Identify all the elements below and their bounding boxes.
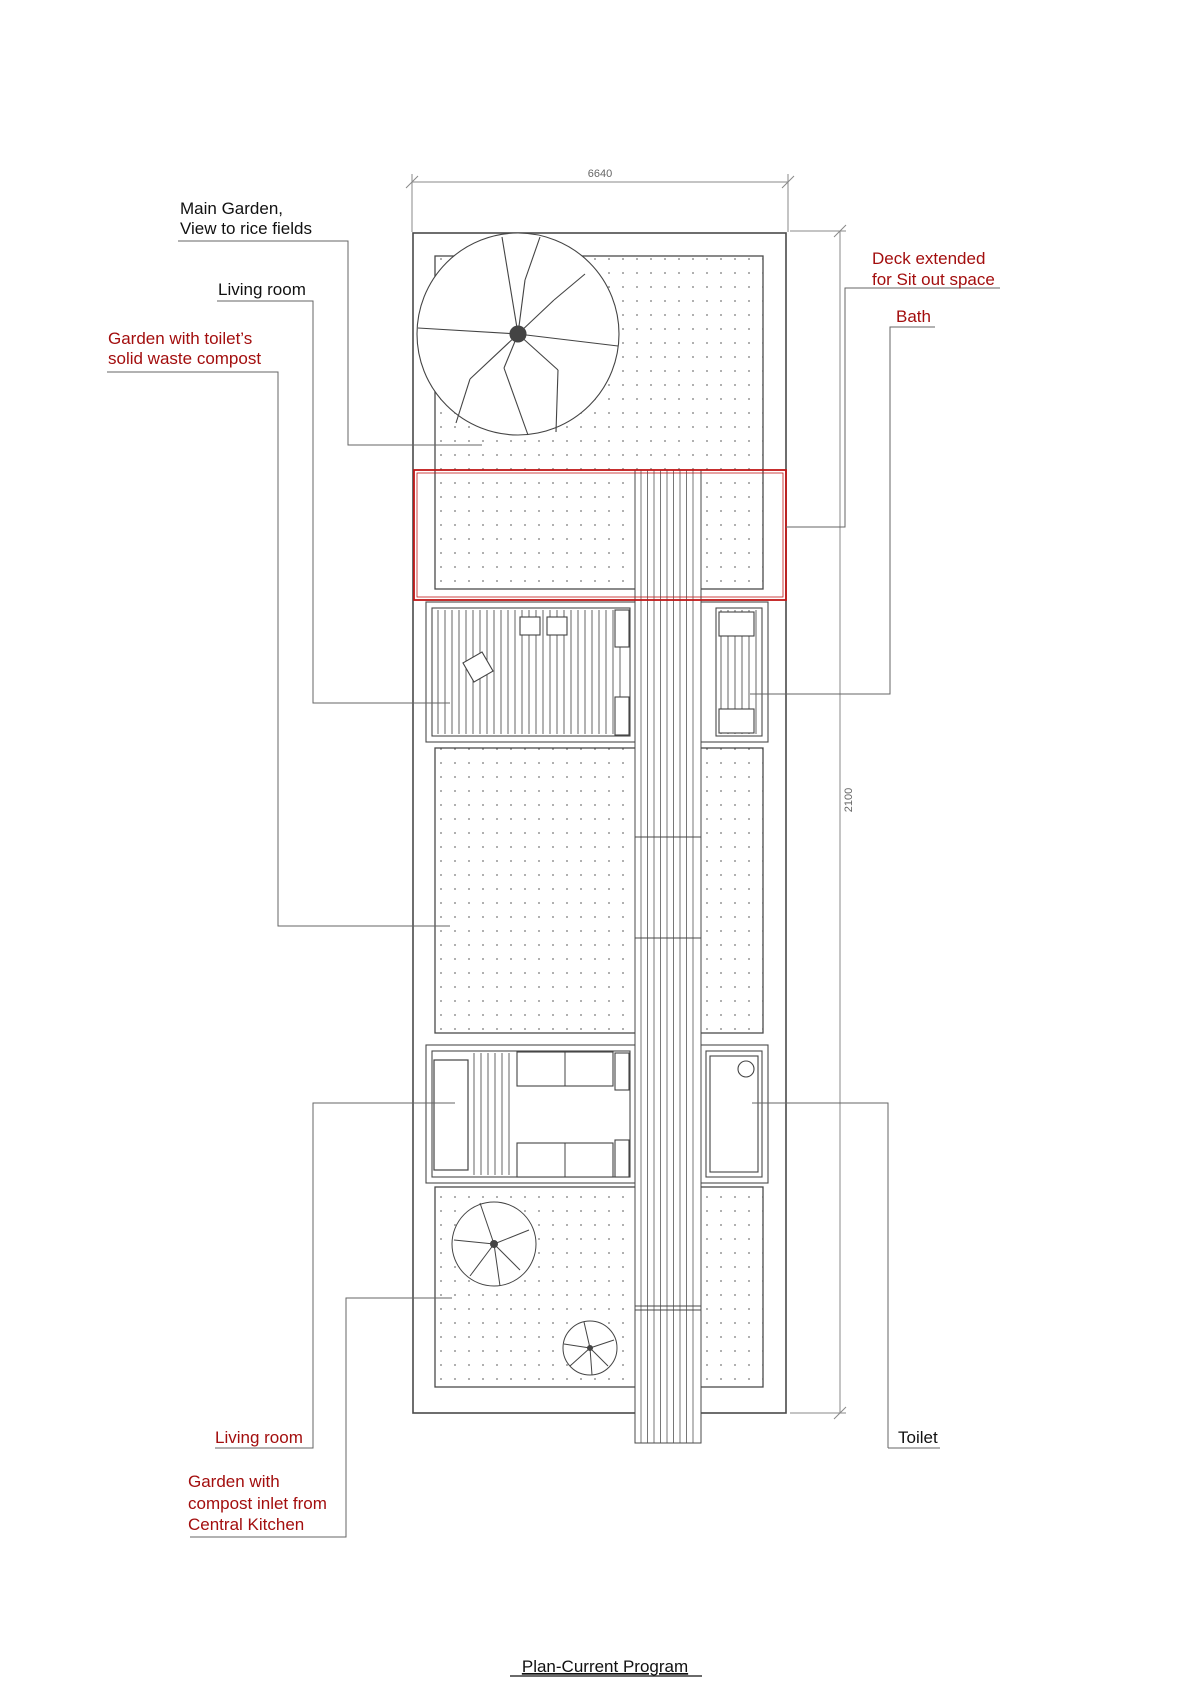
large-tree-icon <box>417 233 619 435</box>
label-garden-toilet-compost-2: solid waste compost <box>108 349 262 368</box>
label-garden-compost-inlet: Garden with <box>188 1472 280 1491</box>
height-dimension <box>790 225 846 1419</box>
label-garden-compost-inlet-3: Central Kitchen <box>188 1515 305 1534</box>
label-garden-toilet-compost: Garden with toilet’s <box>108 329 253 348</box>
label-deck-extended: Deck extended <box>872 249 986 268</box>
post-block <box>615 610 629 647</box>
label-deck-extended-2: for Sit out space <box>872 270 995 289</box>
bath-fixture <box>719 709 754 733</box>
post-block <box>615 1053 629 1090</box>
bath-fixture <box>719 612 754 636</box>
post-block <box>615 1140 629 1177</box>
label-garden-compost-inlet-2: compost inlet from <box>188 1494 327 1513</box>
width-dimension-value: 6640 <box>587 168 613 180</box>
drawing-title: Plan-Current Program <box>521 1657 689 1676</box>
chair-icon <box>520 617 540 635</box>
width-dimension <box>406 174 794 232</box>
middle-garden-area <box>435 748 763 1033</box>
height-dimension-value: 2100 <box>843 787 855 813</box>
post-block <box>615 697 629 735</box>
label-living-room-top: Living room <box>218 280 306 299</box>
sofa-icon <box>434 1060 468 1170</box>
label-living-room-bottom: Living room <box>215 1428 303 1447</box>
label-bath: Bath <box>896 307 931 326</box>
label-toilet: Toilet <box>898 1428 938 1447</box>
small-tree-icon <box>563 1321 617 1375</box>
toilet-bowl-icon <box>738 1061 754 1077</box>
chair-icon <box>547 617 567 635</box>
label-main-garden-view: View to rice fields <box>180 219 312 238</box>
small-tree-icon <box>452 1202 536 1286</box>
central-deck-walkway <box>635 470 701 1443</box>
label-main-garden: Main Garden, <box>180 199 283 218</box>
